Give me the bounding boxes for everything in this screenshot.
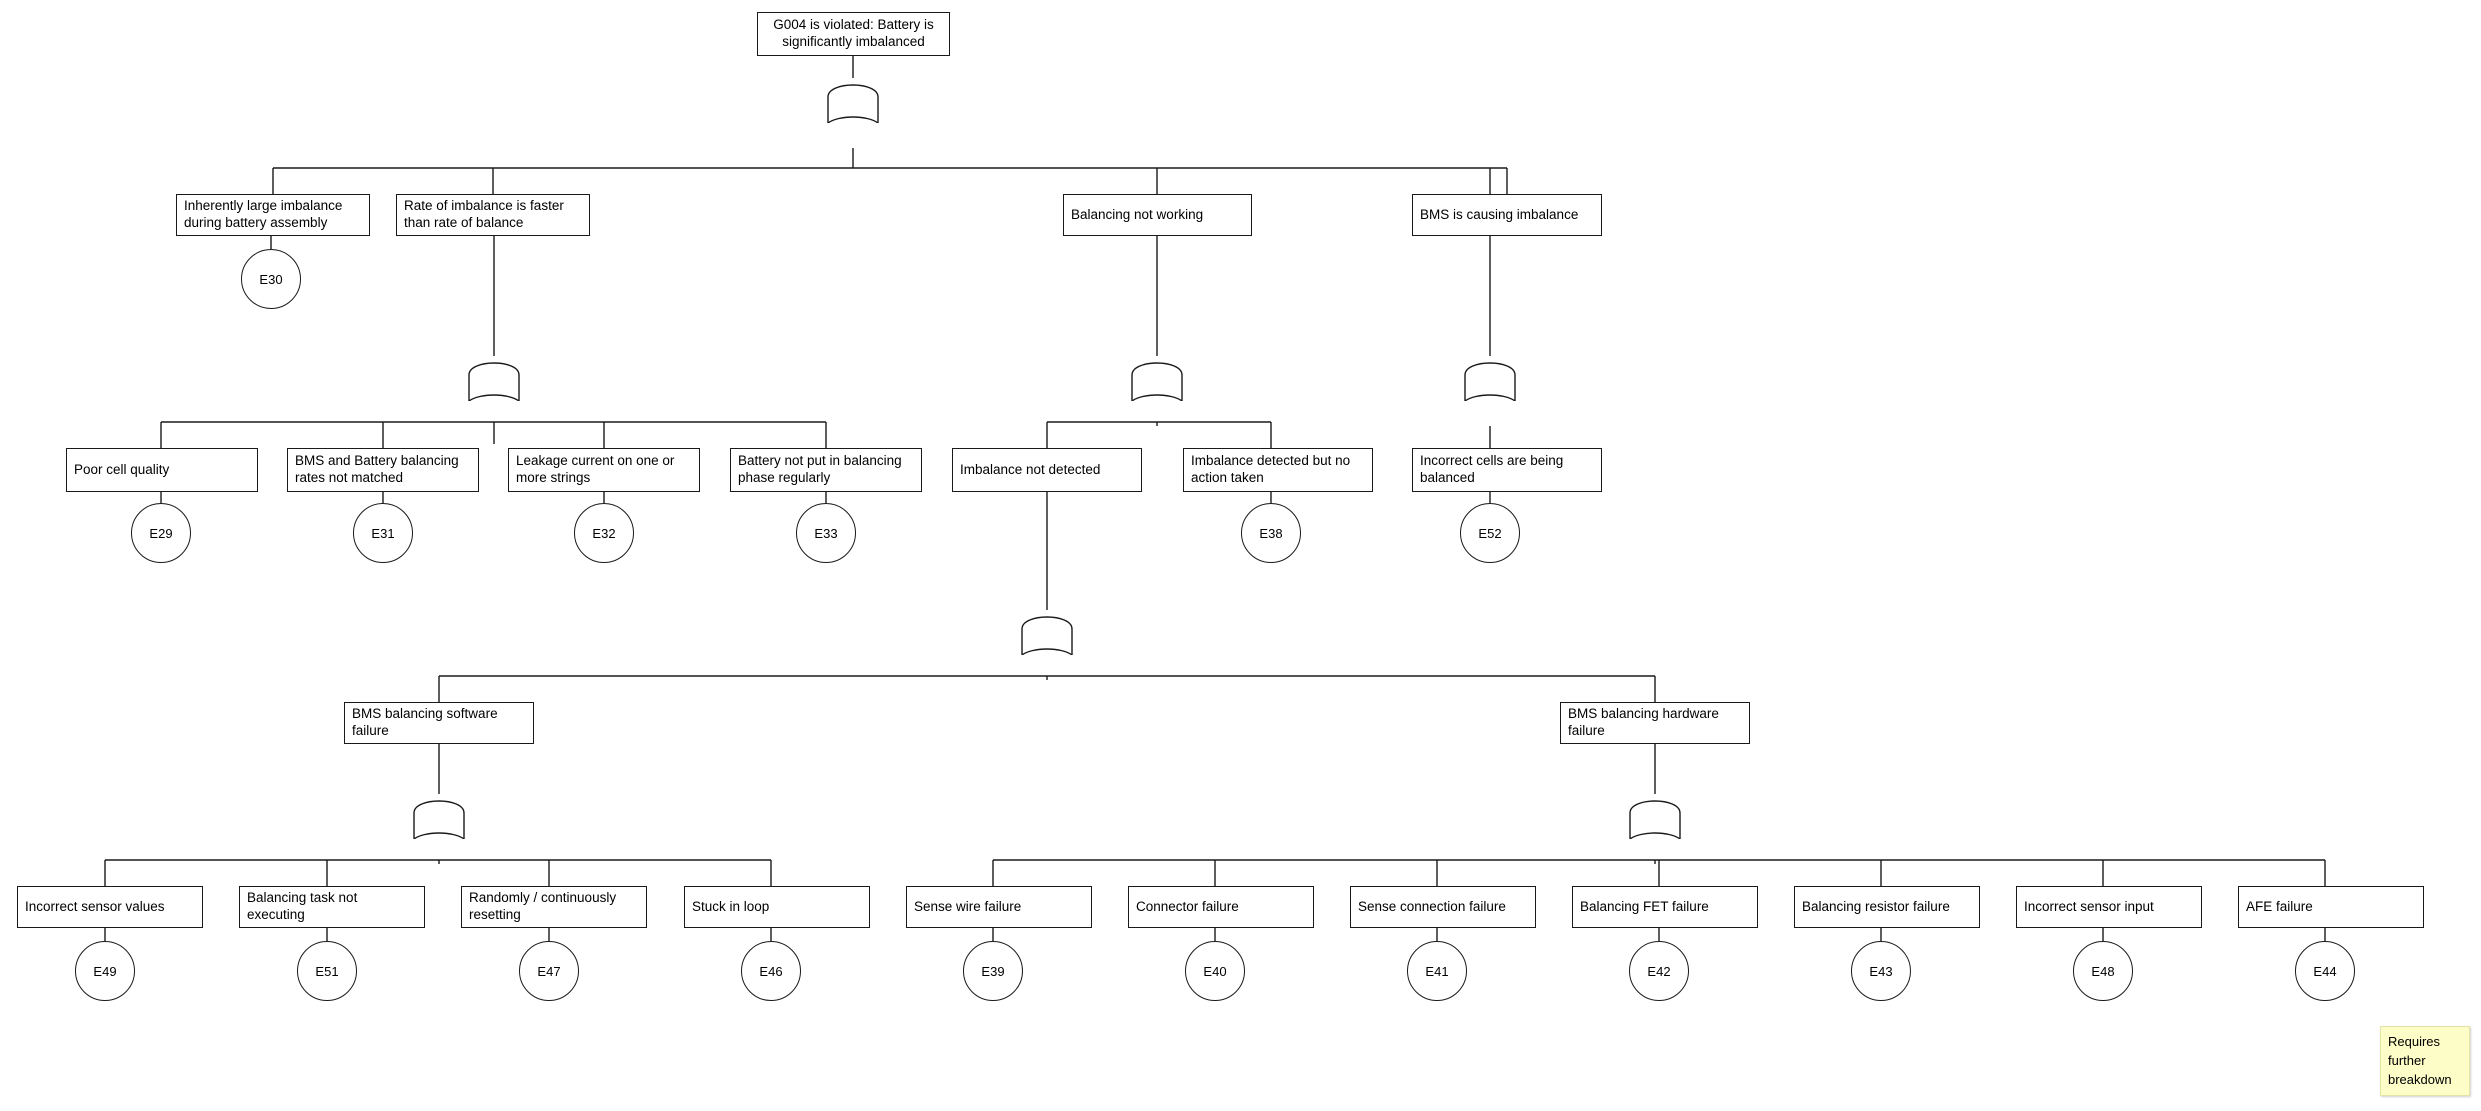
fault-node-label: Connector failure xyxy=(1136,898,1239,914)
fault-node-n18[interactable] xyxy=(906,886,1092,928)
fault-node-n24[interactable] xyxy=(2238,886,2424,928)
basic-event-e47[interactable] xyxy=(519,941,579,1001)
fault-node-n4[interactable] xyxy=(1412,194,1602,236)
fault-node-label: BMS balancing software failure xyxy=(352,706,498,738)
sticky-note xyxy=(2380,1026,2470,1096)
fault-node-n16[interactable] xyxy=(461,886,647,928)
basic-event-label: E42 xyxy=(1647,963,1671,979)
basic-event-label: E47 xyxy=(537,963,561,979)
basic-event-label: E40 xyxy=(1203,963,1227,979)
fault-node-n10[interactable] xyxy=(1183,448,1373,492)
fault-node-n8[interactable] xyxy=(730,448,922,492)
fault-node-n20[interactable] xyxy=(1350,886,1536,928)
basic-event-e46[interactable] xyxy=(741,941,801,1001)
basic-event-e31[interactable] xyxy=(353,503,413,563)
basic-event-label: E43 xyxy=(1869,963,1893,979)
or-gate-g-n4[interactable] xyxy=(1462,355,1518,401)
basic-event-e48[interactable] xyxy=(2073,941,2133,1001)
basic-event-label: E39 xyxy=(981,963,1005,979)
basic-event-label: E32 xyxy=(592,525,616,541)
fault-node-n9[interactable] xyxy=(952,448,1142,492)
fault-node-label: Rate of imbalance is faster than rate of balance xyxy=(404,198,564,230)
basic-event-e43[interactable] xyxy=(1851,941,1911,1001)
sticky-note-text: Requires further breakdown xyxy=(2388,1034,2452,1087)
basic-event-label: E46 xyxy=(759,963,783,979)
or-gate-g-n3[interactable] xyxy=(1129,355,1185,401)
basic-event-e38[interactable] xyxy=(1241,503,1301,563)
or-gate-g-n12[interactable] xyxy=(411,793,467,839)
fault-node-label: Balancing resistor failure xyxy=(1802,898,1950,914)
fault-node-n21[interactable] xyxy=(1572,886,1758,928)
basic-event-label: E29 xyxy=(149,525,173,541)
basic-event-e29[interactable] xyxy=(131,503,191,563)
basic-event-e40[interactable] xyxy=(1185,941,1245,1001)
basic-event-e42[interactable] xyxy=(1629,941,1689,1001)
basic-event-e39[interactable] xyxy=(963,941,1023,1001)
fault-node-top[interactable] xyxy=(757,12,950,56)
fault-node-n17[interactable] xyxy=(684,886,870,928)
fault-node-label: BMS and Battery balancing rates not matched xyxy=(295,453,459,485)
fault-node-n6[interactable] xyxy=(287,448,479,492)
fault-node-n22[interactable] xyxy=(1794,886,1980,928)
basic-event-label: E41 xyxy=(1425,963,1449,979)
fault-node-label: BMS is causing imbalance xyxy=(1420,206,1579,222)
fault-node-label: Imbalance not detected xyxy=(960,461,1101,477)
or-gate-g-n13[interactable] xyxy=(1627,793,1683,839)
fault-node-label: Sense connection failure xyxy=(1358,898,1506,914)
basic-event-label: E31 xyxy=(371,525,395,541)
fault-node-label: AFE failure xyxy=(2246,898,2313,914)
basic-event-label: E33 xyxy=(814,525,838,541)
basic-event-e41[interactable] xyxy=(1407,941,1467,1001)
basic-event-label: E38 xyxy=(1259,525,1283,541)
basic-event-label: E49 xyxy=(93,963,117,979)
basic-event-e52[interactable] xyxy=(1460,503,1520,563)
or-gate-g-n2[interactable] xyxy=(466,355,522,401)
fault-node-n12[interactable] xyxy=(344,702,534,744)
basic-event-label: E52 xyxy=(1478,525,1502,541)
fault-node-n11[interactable] xyxy=(1412,448,1602,492)
fault-node-label: Balancing FET failure xyxy=(1580,898,1709,914)
fault-node-label: Randomly / continuously resetting xyxy=(469,890,617,922)
fault-node-n13[interactable] xyxy=(1560,702,1750,744)
fault-node-label: Leakage current on one or more strings xyxy=(516,453,675,485)
basic-event-e32[interactable] xyxy=(574,503,634,563)
basic-event-label: E51 xyxy=(315,963,339,979)
fault-node-n15[interactable] xyxy=(239,886,425,928)
basic-event-e30[interactable] xyxy=(241,249,301,309)
fault-node-n23[interactable] xyxy=(2016,886,2202,928)
fault-node-n1[interactable] xyxy=(176,194,370,236)
basic-event-e51[interactable] xyxy=(297,941,357,1001)
fault-node-label: Imbalance detected but no action taken xyxy=(1191,453,1351,485)
or-gate-g-top[interactable] xyxy=(825,77,881,123)
fault-node-label: Incorrect sensor values xyxy=(25,898,165,914)
fault-node-label: Poor cell quality xyxy=(74,461,170,477)
or-gate-g-n9[interactable] xyxy=(1019,609,1075,655)
fault-node-label: Stuck in loop xyxy=(692,898,770,914)
fault-node-label: Battery not put in balancing phase regularly xyxy=(738,453,902,485)
fault-node-label: G004 is violated: Battery is significantly imbalanced xyxy=(773,17,934,49)
fault-node-n7[interactable] xyxy=(508,448,700,492)
basic-event-e44[interactable] xyxy=(2295,941,2355,1001)
fault-node-label: Incorrect sensor input xyxy=(2024,898,2154,914)
basic-event-label: E48 xyxy=(2091,963,2115,979)
fault-node-n3[interactable] xyxy=(1063,194,1252,236)
fault-node-label: Balancing task not executing xyxy=(247,890,358,922)
basic-event-label: E44 xyxy=(2313,963,2337,979)
fault-node-n19[interactable] xyxy=(1128,886,1314,928)
fault-node-label: Incorrect cells are being balanced xyxy=(1420,453,1564,485)
basic-event-label: E30 xyxy=(259,271,283,287)
fault-node-n14[interactable] xyxy=(17,886,203,928)
fault-node-n5[interactable] xyxy=(66,448,258,492)
basic-event-e33[interactable] xyxy=(796,503,856,563)
fault-node-label: Inherently large imbalance during battery assembly xyxy=(184,198,343,230)
basic-event-e49[interactable] xyxy=(75,941,135,1001)
fault-node-label: Balancing not working xyxy=(1071,206,1204,222)
fault-node-label: Sense wire failure xyxy=(914,898,1022,914)
fault-node-label: BMS balancing hardware failure xyxy=(1568,706,1719,738)
fault-node-n2[interactable] xyxy=(396,194,590,236)
